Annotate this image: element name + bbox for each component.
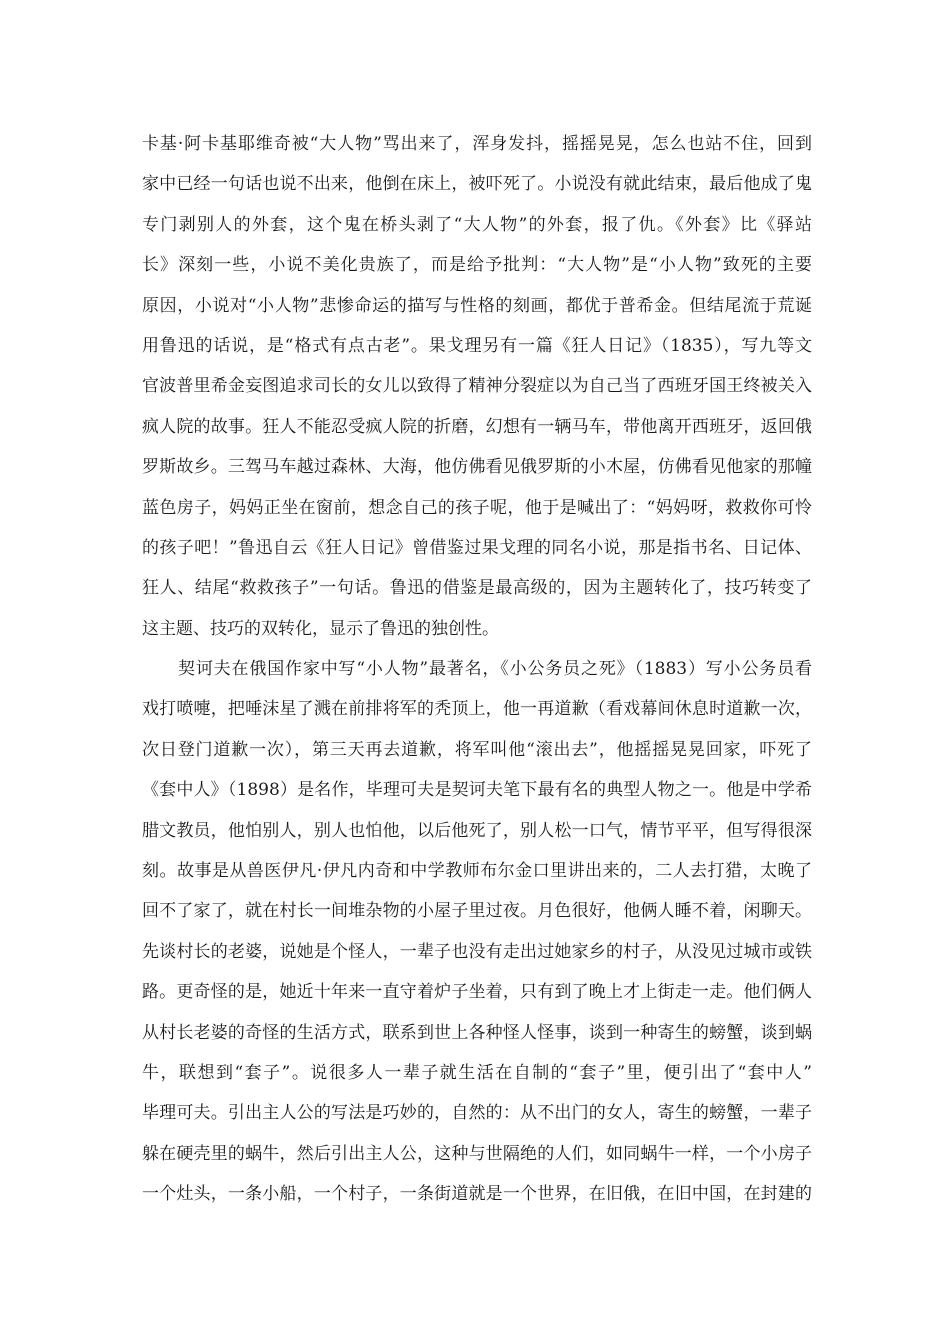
text-line: 原因，小说对“小人物”悲惨命运的描写与性格的刻画，都优于普希金。但结尾流于荒诞 xyxy=(142,295,812,316)
text-line: 次日登门道歉一次），第三天再去道歉，将军叫他“滚出去”，他摇摇晃晃回家，吓死了 xyxy=(142,739,812,760)
body-text xyxy=(142,124,812,1215)
text-line: 路。更奇怪的是，她近十年来一直守着炉子坐着，只有到了晚上才上街走一走。他们俩人 xyxy=(142,982,812,1003)
text-line: 刻。故事是从兽医伊凡·伊凡内奇和中学教师布尔金口里讲出来的，二人去打猎，太晚了 xyxy=(142,861,812,882)
text-line: 先谈村长的老婆，说她是个怪人，一辈子也没有走出过她家乡的村子，从没见过城市或铁 xyxy=(142,941,812,962)
text-line: 官波普里希金妄图追求司长的女儿以致得了精神分裂症以为自己当了西班牙国王终被关入 xyxy=(142,376,812,397)
text-line: 专门剥别人的外套，这个鬼在桥头剥了“大人物”的外套，报了仇。《外套》比《驿站 xyxy=(142,214,812,235)
text-line: 《套中人》（1898）是名作，毕理可夫是契诃夫笔下最有名的典型人物之一。他是中学希 xyxy=(142,780,812,801)
text-line: 回不了家了，就在村长一间堆杂物的小屋子里过夜。月色很好，他俩人睡不着，闲聊天。 xyxy=(142,901,812,922)
text-line: 长》深刻一些，小说不美化贵族了，而是给予批判：“大人物”是“小人物”致死的主要 xyxy=(142,255,812,276)
text-line: 躲在硬壳里的蜗牛，然后引出主人公，这种与世隔绝的人们，如同蜗牛一样，一个小房子 xyxy=(142,1143,812,1164)
text-line: 罗斯故乡。三驾马车越过森林、大海，他仿佛看见俄罗斯的小木屋，仿佛看见他家的那幢 xyxy=(142,457,812,478)
text-line: 的孩子吧！”鲁迅自云《狂人日记》曾借鉴过果戈理的同名小说，那是指书名、日记体、 xyxy=(142,537,812,558)
text-line: 家中已经一句话也说不出来，他倒在床上，被吓死了。小说没有就此结束，最后他成了鬼 xyxy=(142,174,812,195)
text-line: 狂人、结尾“救救孩子”一句话。鲁迅的借鉴是最高级的，因为主题转化了，技巧转变了 xyxy=(142,578,812,599)
text-line: 用鲁迅的话说，是“格式有点古老”。果戈理另有一篇《狂人日记》（1835），写九等文 xyxy=(142,335,812,356)
text-line: 毕理可夫。引出主人公的写法是巧妙的，自然的：从不出门的女人，寄生的螃蟹，一辈子 xyxy=(142,1103,812,1124)
text-line: 牛，联想到“套子”。说很多人一辈子就生活在自制的“套子”里，便引出了“套中人” xyxy=(142,1062,812,1083)
text-line: 蓝色房子，妈妈正坐在窗前，想念自己的孩子呢，他于是喊出了：“妈妈呀，救救你可怜 xyxy=(142,497,812,518)
paragraph xyxy=(142,124,812,649)
text-line: 契诃夫在俄国作家中写“小人物”最著名，《小公务员之死》（1883）写小公务员看 xyxy=(178,659,812,680)
text-line: 腊文教员，他怕别人，别人也怕他，以后他死了，别人松一口气，情节平平，但写得很深 xyxy=(142,820,812,841)
text-line: 从村长老婆的奇怪的生活方式，联系到世上各种怪人怪事，谈到一种寄生的螃蟹，谈到蜗 xyxy=(142,1022,812,1043)
text-line: 这主题、技巧的双转化，显示了鲁迅的独创性。 xyxy=(142,618,499,639)
text-line: 卡基·阿卡基耶维奇被“大人物”骂出来了，浑身发抖，摇摇晃晃，怎么也站不住，回到 xyxy=(142,134,812,154)
text-line: 戏打喷嚏，把唾沫星了溅在前排将军的秃顶上，他一再道歉（看戏幕间休息时道歉一次， xyxy=(142,699,812,720)
paragraph xyxy=(142,649,812,1214)
text-line: 疯人院的故事。狂人不能忍受疯人院的折磨，幻想有一辆马车，带他离开西班牙，返回俄 xyxy=(142,416,812,437)
text-line: 一个灶头，一条小船，一个村子，一条街道就是一个世界，在旧俄，在旧中国，在封建的 xyxy=(142,1184,812,1205)
